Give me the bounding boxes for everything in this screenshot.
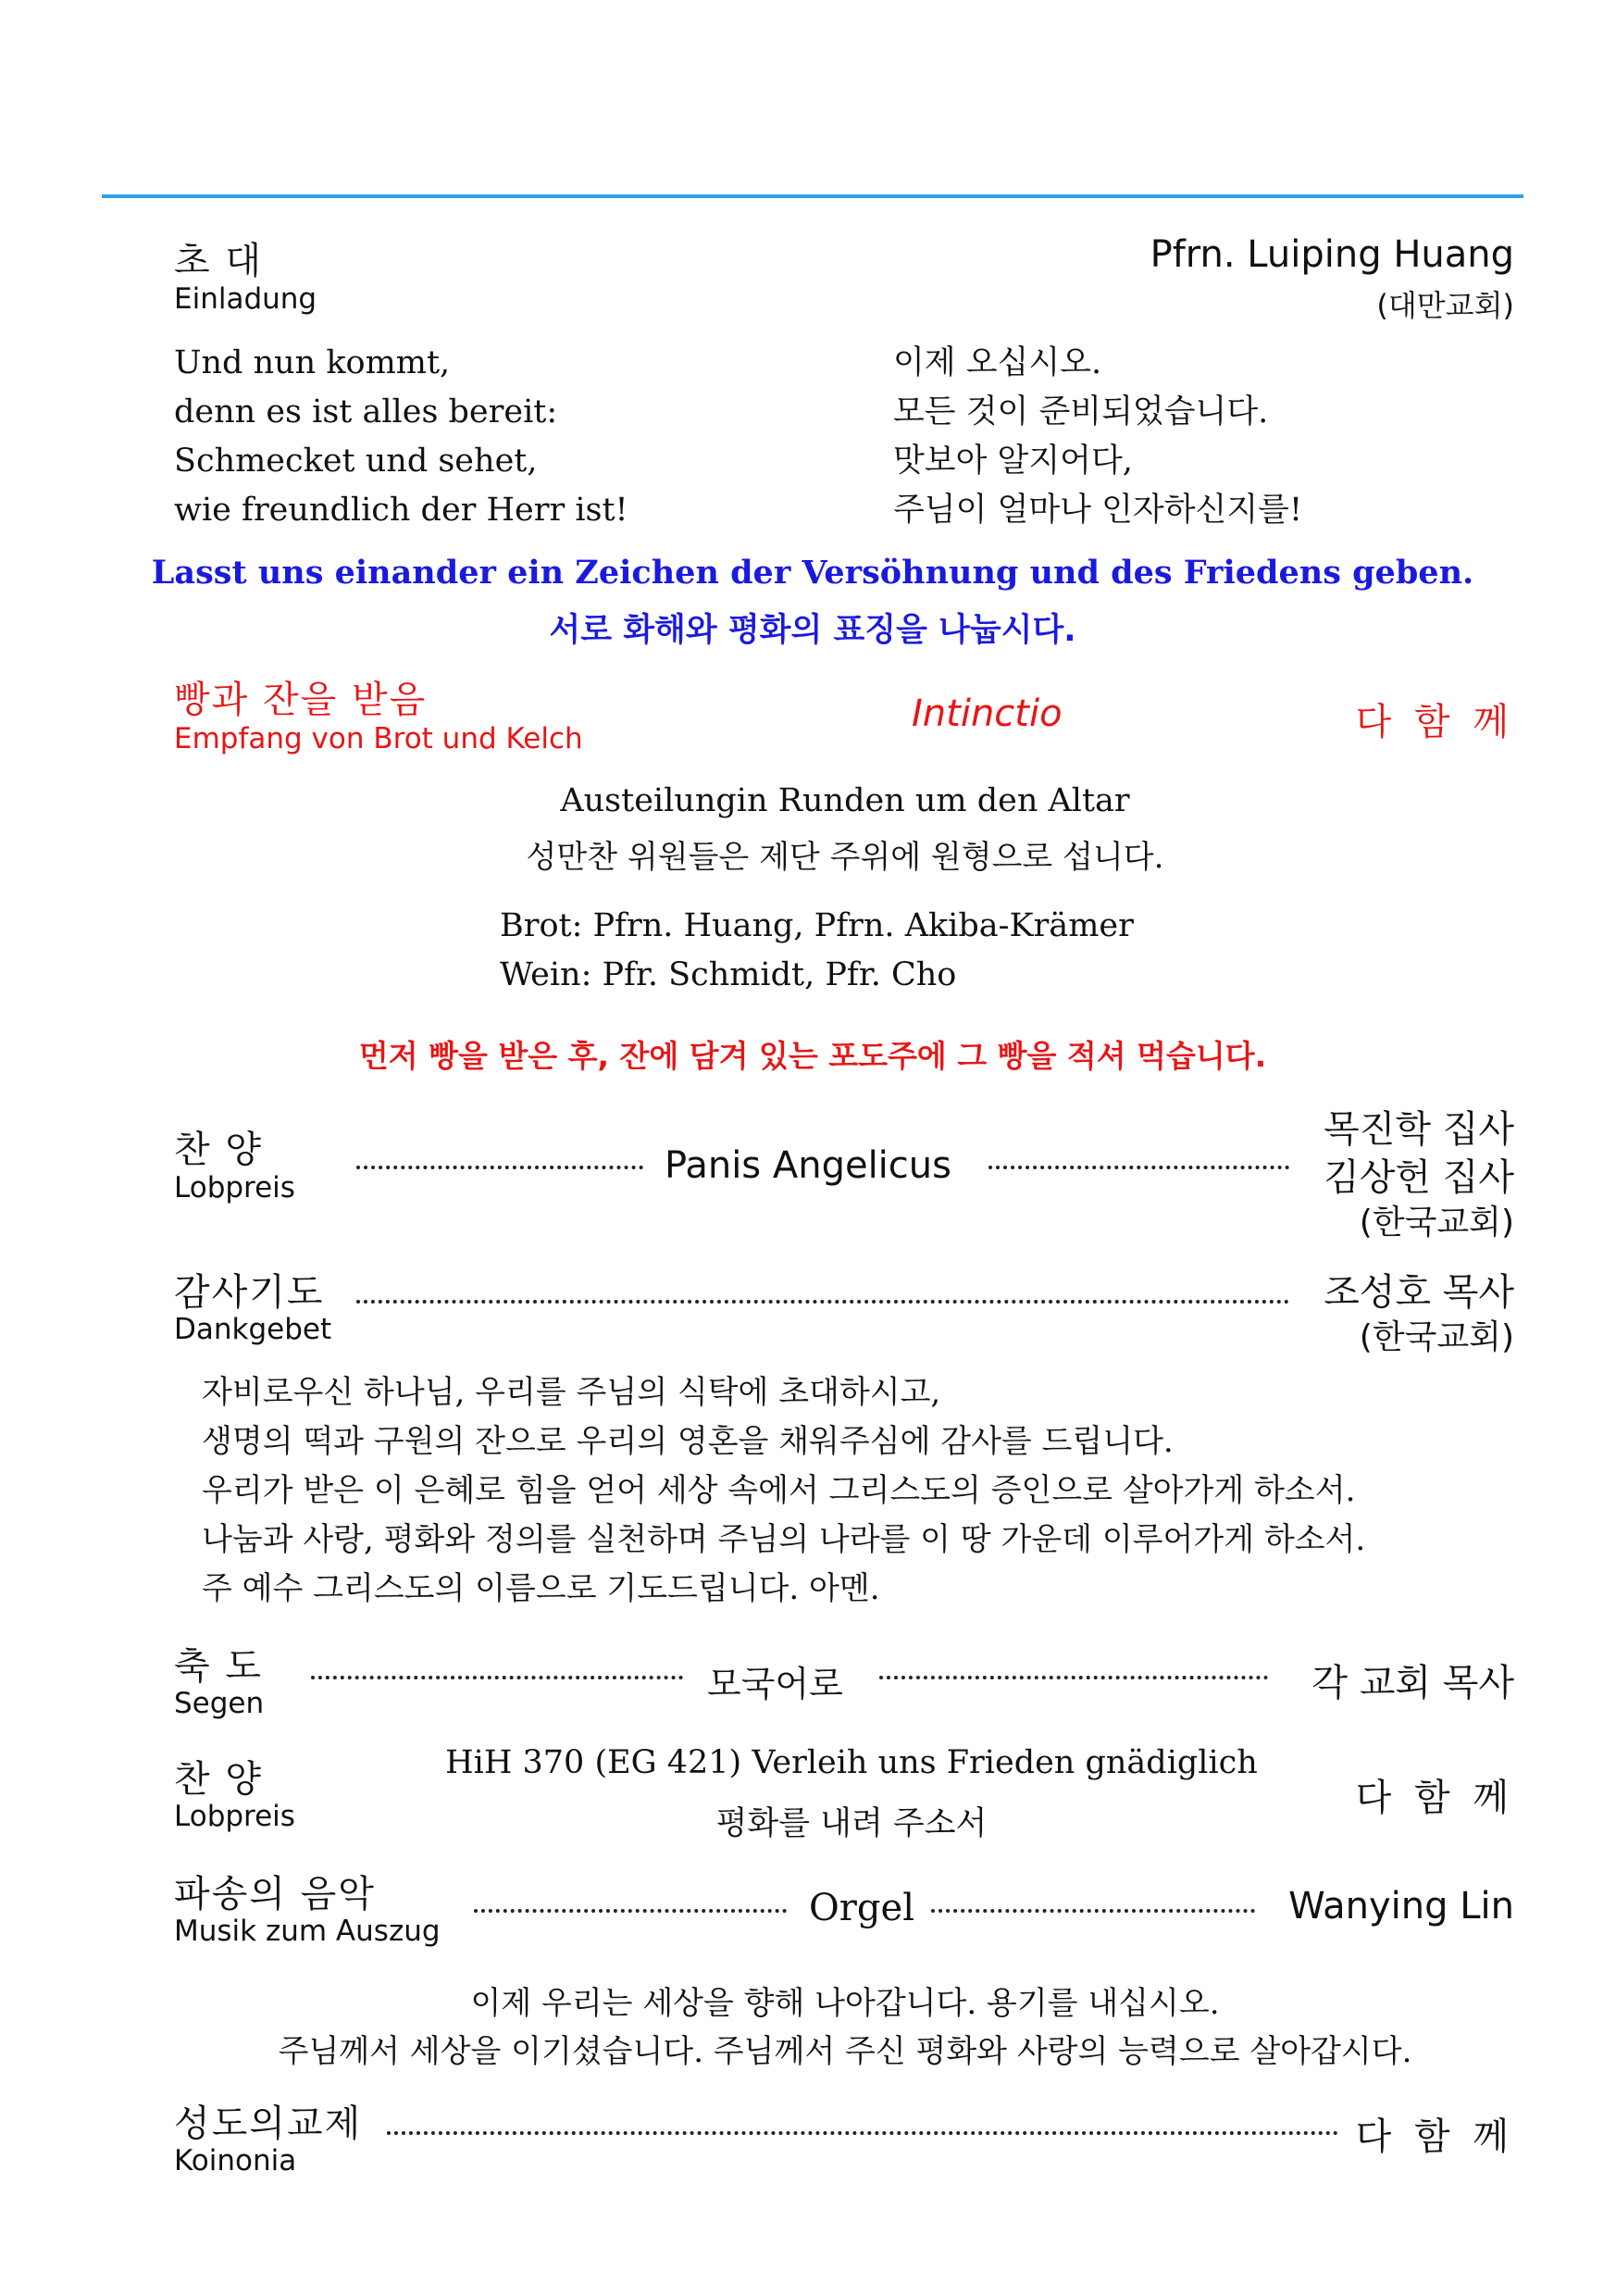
auszug-subtitle: Musik zum Auszug	[174, 1915, 441, 1948]
empfang-wein: Wein: Pfr. Schmidt, Pfr. Cho	[500, 956, 957, 993]
einladung-german-text: Und nun kommt, denn es ist alles bereit: Schmecket und sehet, wie freundlich der Herr ist!	[174, 344, 628, 529]
empfang-subtitle: Empfang von Brot und Kelch	[174, 722, 583, 755]
segen-mode: 모국어로	[707, 1664, 843, 1704]
koinonia-title: 성도의교제	[174, 2103, 363, 2145]
einladung-subtitle: Einladung	[174, 282, 317, 316]
dankgebet-leader-dots	[356, 1300, 1289, 1304]
koinonia-leader-dots	[387, 2131, 1338, 2135]
dankgebet-subtitle: Dankgebet	[174, 1313, 332, 1346]
lobpreis1-title: 찬 양	[174, 1129, 263, 1171]
lobpreis2-who: 다 함 께	[1355, 1777, 1514, 1819]
lobpreis1-performer-1: 목진학 집사	[1324, 1108, 1514, 1151]
lobpreis2-title: 찬 양	[174, 1758, 263, 1801]
lobpreis2-subtitle: Lobpreis	[174, 1800, 295, 1833]
lobpreis2-hymn-korean: 평화를 내려 주소서	[715, 1805, 988, 1842]
top-rule	[102, 194, 1523, 198]
lobpreis1-church: (한국교회)	[1359, 1204, 1514, 1242]
empfang-instruction-german: Austeilungin Runden um den Altar	[560, 782, 1130, 819]
empfang-brot: Brot: Pfrn. Huang, Pfrn. Akiba-Krämer	[500, 907, 1134, 944]
einladung-leader: Pfrn. Luiping Huang	[1150, 233, 1514, 276]
auszug-performer: Wanying Lin	[1288, 1885, 1514, 1928]
empfang-who: 다 함 께	[1355, 701, 1514, 743]
auszug-leader-dots-right	[931, 1909, 1255, 1913]
dankgebet-prayer: 자비로우신 하나님, 우리를 주님의 식탁에 초대하시고, 생명의 떡과 구원의 잔으로 우리의 영혼을 채워주심에 감사를 드립니다. 우리가 받은 이 은혜로 힘을 얻어 세상 속에서 그리스도의 증인으로 살아가게 하소서. 나눔과 사랑, 평화와 정의를 실천하며 주님의 나라를 이 땅 가운데 이루어가게 하소서. 주 예수 그리스도의 이름으로 기도드립니다. 아멘.	[202, 1374, 1366, 1607]
lobpreis1-performer-2: 김상헌 집사	[1324, 1156, 1514, 1199]
segen-subtitle: Segen	[174, 1687, 265, 1720]
einladung-title: 초 대	[174, 240, 263, 282]
dankgebet-leader: 조성호 목사	[1324, 1271, 1514, 1314]
lobpreis1-piece: Panis Angelicus	[665, 1144, 951, 1187]
lobpreis1-subtitle: Lobpreis	[174, 1171, 295, 1204]
segen-leader-dots-left	[311, 1676, 683, 1679]
koinonia-subtitle: Koinonia	[174, 2144, 297, 2177]
lobpreis2-hymn: HiH 370 (EG 421) Verleih uns Frieden gnädiglich	[445, 1744, 1258, 1781]
sending-line-2: 주님께서 세상을 이기셨습니다. 주님께서 주신 평화와 사랑의 능력으로 살아갑시다.	[278, 2033, 1412, 2070]
koinonia-who: 다 함 께	[1355, 2115, 1514, 2158]
dankgebet-title: 감사기도	[174, 1271, 325, 1314]
auszug-instrument: Orgel	[809, 1887, 914, 1929]
empfang-mode: Intinctio	[912, 693, 1063, 735]
einladung-leader-church: (대만교회)	[1376, 288, 1514, 323]
einladung-korean-text: 이제 오십시오. 모든 것이 준비되었습니다. 맛보아 알지어다, 주님이 얼마나 인자하신지를!	[893, 344, 1303, 529]
auszug-leader-dots-left	[474, 1909, 787, 1913]
segen-title: 축 도	[174, 1645, 263, 1688]
auszug-title: 파송의 음악	[174, 1873, 376, 1915]
lobpreis1-leader-dots-right	[988, 1166, 1289, 1169]
segen-leader-dots-right	[879, 1676, 1268, 1679]
peace-german: Lasst uns einander ein Zeichen der Versöhnung und des Friedens geben.	[151, 554, 1474, 592]
lobpreis1-leader-dots-left	[356, 1166, 643, 1169]
empfang-title: 빵과 잔을 받음	[174, 679, 428, 721]
empfang-note: 먼저 빵을 받은 후, 잔에 담겨 있는 포도주에 그 빵을 적셔 먹습니다.	[358, 1038, 1267, 1074]
empfang-instruction-korean: 성만찬 위원들은 제단 주위에 원형으로 섭니다.	[526, 839, 1164, 876]
sending-line-1: 이제 우리는 세상을 향해 나아갑니다. 용기를 내십시오.	[470, 1985, 1220, 2022]
dankgebet-church: (한국교회)	[1359, 1318, 1514, 1356]
peace-korean: 서로 화해와 평화의 표징을 나눕시다.	[549, 612, 1076, 649]
segen-leader: 각 교회 목사	[1311, 1662, 1514, 1704]
